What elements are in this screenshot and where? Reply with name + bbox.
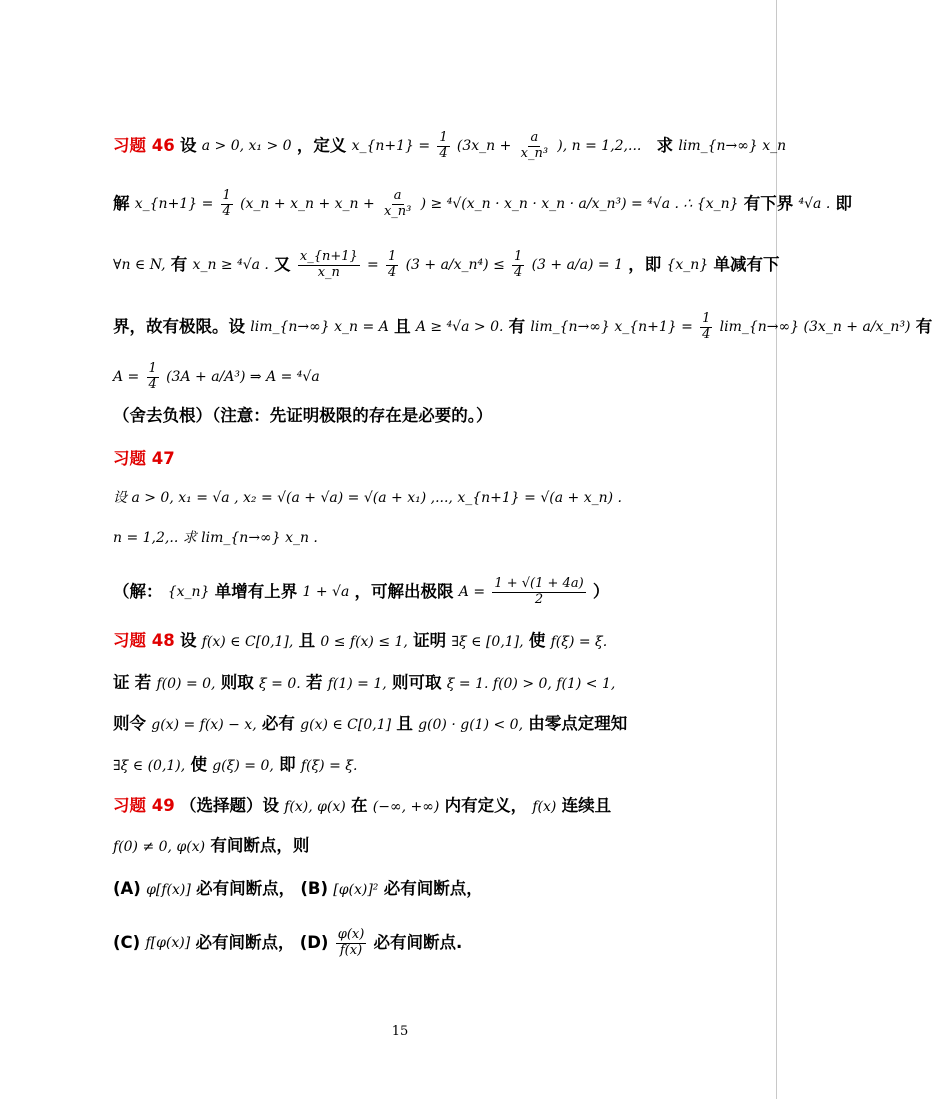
problem-47-sol-lhs: A =: [458, 584, 486, 601]
solution-46-l4-expr2: (3A + a/A³) ⇒ A = ⁴√a: [166, 369, 320, 386]
problem-49-m2: (−∞, +∞): [372, 798, 440, 815]
solution-46-l2-fraction-quarter: $\frac{1}{4}$: [388, 249, 397, 280]
solution-46-l2-seq: {x_n}: [666, 257, 709, 274]
solution-46-l3-t4: 有: [915, 316, 932, 336]
problem-49-options-ab: [113, 881, 780, 898]
solution-46-l3-expr1: lim_{n→∞} x_{n+1} =: [530, 319, 693, 336]
problem-47-sol-open: （解：: [113, 581, 163, 601]
problem-49-t2: 在: [351, 796, 368, 815]
problem-48-l2-t3: 若: [305, 673, 323, 692]
option-a-text: 必有间断点，: [196, 879, 296, 898]
problem-46-expr-close: ), n = 1,2,...: [557, 138, 642, 155]
problem-48-proof-line-3: [113, 757, 780, 774]
problem-47-sol-t1: 单增有上界: [214, 581, 298, 601]
problem-48-m3: ∃ξ ∈ [0,1],: [451, 633, 524, 650]
problem-47-sol-fraction: $\frac{1 + √(1 + 4a)}{2}$: [494, 576, 584, 607]
solution-46-l4-expr: A =: [113, 369, 140, 386]
page-number: 15: [391, 1024, 409, 1039]
problem-48-l2-t4: 则可取: [391, 673, 442, 692]
solution-46-l3-t3: 有: [508, 316, 526, 336]
problem-47-label-line: [113, 451, 780, 468]
problem-48-t3: 使: [528, 631, 546, 650]
problem-47-solution: [113, 577, 780, 608]
problem-49-line-2: [113, 838, 780, 855]
problem-47-sol-seq: {x_n}: [167, 584, 210, 601]
problem-49-t4: 连续且: [561, 796, 612, 815]
problem-47-statement-2: n = 1,2,.. 求 lim_{n→∞} x_n .: [113, 529, 318, 546]
problem-48-l3-t4: 由零点定理知: [528, 714, 628, 733]
solution-46-l1-fraction-quarter: $\frac{1}{4}$: [222, 188, 231, 219]
solution-46-note: [113, 408, 780, 425]
problem-48-l3-m3: g(0) · g(1) < 0,: [418, 716, 524, 733]
problem-49-options-cd: [113, 928, 780, 959]
problem-48-l3-t2: 必有: [261, 714, 295, 733]
option-d-text: 必有间断点.: [373, 932, 463, 952]
solution-46-line-3: [113, 311, 932, 343]
option-c-math: f[φ(x)]: [145, 935, 191, 952]
problem-46-statement: [113, 130, 787, 162]
problem-46-set: 设: [179, 135, 197, 155]
problem-48-l2-t1: 若: [134, 673, 152, 692]
problem-47-label: 习题 47: [113, 449, 175, 468]
problem-49-t3: 内有定义，: [444, 796, 528, 815]
solution-46-l2-t2: 又: [274, 254, 291, 274]
solution-46-l3-expr2: lim_{n→∞} (3x_n + a/x_n³): [719, 319, 911, 336]
solution-46-l3-t2: 且: [394, 316, 411, 336]
solution-46-l2-mid2: (3 + a/x_n⁴) ≤: [405, 257, 505, 274]
problem-48-l3-m1: g(x) = f(x) − x,: [151, 716, 257, 733]
problem-47-sol-bound: 1 + √a: [302, 584, 350, 601]
problem-48-l2-m1: f(0) = 0,: [156, 675, 216, 692]
problem-48-l2-t2: 则取: [220, 673, 254, 692]
solution-46-label: 解: [113, 193, 130, 213]
solution-46-l3-t1: 界，故有极限。设: [113, 316, 245, 336]
problem-48-l4-m1: ∃ξ ∈ (0,1),: [113, 757, 186, 774]
problem-46-ask: 求: [656, 135, 674, 155]
solution-46-l4-fraction-quarter: $\frac{1}{4}$: [148, 361, 157, 392]
problem-48-l4-t1: 使: [190, 755, 207, 774]
solution-46-l1-ineq: ) ≥ ⁴√(x_n · x_n · x_n · a/x_n³) = ⁴√a . ∴ {x_n}: [420, 196, 739, 213]
problem-49-label: 习题 49: [113, 796, 175, 815]
solution-46-l2-pre: ∀n ∈ N,: [113, 257, 166, 274]
option-c-label: (C): [113, 932, 141, 952]
problem-48-l2-m2: ξ = 0.: [259, 675, 301, 692]
solution-46-l2-fraction-quarter-2: $\frac{1}{4}$: [514, 249, 523, 280]
problem-48-m1: f(x) ∈ C[0,1],: [201, 633, 294, 650]
solution-46-l2-mid3: (3 + a/a) = 1: [531, 257, 623, 274]
problem-48-l3-t1: 则令: [113, 714, 146, 733]
option-a-label: (A): [113, 879, 141, 898]
problem-47-statement-1: 设 a > 0, x₁ = √a , x₂ = √(a + √a) = √(a + x₁) ,..., x_{n+1} = √(a + x_n) .: [113, 489, 622, 506]
problem-46-fraction-quarter: $\frac{1}{4}$: [439, 130, 448, 161]
solution-46-line-2: [113, 250, 780, 281]
problem-48-proof-label: 证: [113, 673, 130, 692]
problem-49-l2-m1: f(0) ≠ 0, φ(x): [113, 838, 206, 855]
problem-46-label: 习题 46: [113, 135, 175, 155]
option-a-math: φ[f(x)]: [146, 881, 191, 898]
option-d-label: (D): [299, 932, 329, 952]
solution-46-l2-t3: ，即: [628, 254, 662, 274]
problem-48-l4-t2: 即: [279, 755, 296, 774]
problem-48-l3-t3: 且: [396, 714, 413, 733]
problem-47-sol-close: ）: [592, 581, 610, 601]
solution-46-l1-expr: (x_n + x_n + x_n +: [240, 196, 375, 213]
option-b-text: 必有间断点，: [383, 879, 483, 898]
problem-48-t2: 证明: [413, 631, 447, 650]
problem-46-expr-open: (3x_n +: [456, 138, 512, 155]
problem-48-l2-m3: f(1) = 1,: [327, 675, 387, 692]
problem-48-label: 习题 48: [113, 631, 175, 650]
problem-46-define: ，定义: [296, 135, 347, 155]
solution-46-l1-fraction-a: $\frac{a}{\text{x\_n³}}$: [383, 188, 412, 219]
problem-48-proof-line-2: [113, 716, 780, 733]
problem-48-statement: [113, 633, 780, 650]
problem-46-condition: a > 0, x₁ > 0: [201, 138, 292, 155]
solution-46-l3-ineq: A ≥ ⁴√a > 0.: [415, 319, 504, 336]
problem-48-l4-m3: f(ξ) = ξ.: [300, 757, 358, 774]
problem-49-t1: （选择题）设: [179, 796, 279, 815]
problem-48-t1: 且: [298, 631, 316, 650]
solution-46-l3-fraction-quarter: $\frac{1}{4}$: [702, 311, 711, 342]
option-b-math: [φ(x)]²: [333, 881, 379, 898]
problem-46-lhs: x_{n+1} =: [351, 138, 431, 155]
solution-46-l1-tail: ⁴√a .: [798, 196, 831, 213]
option-b-label: (B): [300, 879, 329, 898]
solution-46-note-text: （舍去负根）（注意：先证明极限的存在是必要的。）: [113, 406, 493, 425]
problem-46-limit: lim_{n→∞} x_n: [678, 138, 787, 155]
problem-47-sol-t2: ，可解出极限: [354, 581, 454, 601]
problem-48-m2: 0 ≤ f(x) ≤ 1,: [320, 633, 408, 650]
solution-46-l2-t4: 单减有下: [713, 254, 780, 274]
solution-46-l2-ratio: $\frac{x\_\{n+1\}}{x\_n}$: [299, 249, 358, 280]
solution-46-l1-text: 有下界: [743, 193, 794, 213]
solution-46-l2-t1: 有: [170, 254, 188, 274]
solution-46-l1-lhs: x_{n+1} =: [134, 196, 214, 213]
solution-46-l2-ineq: x_n ≥ ⁴√a .: [192, 257, 269, 274]
problem-49-m3: f(x): [532, 798, 557, 815]
problem-48-proof-line-1: [113, 675, 780, 692]
problem-46-fraction-a: $\frac{a}{\text{x\_n³}}$: [520, 130, 549, 161]
option-c-text: 必有间断点，: [195, 932, 295, 952]
option-d-fraction: $\frac{\varphi(x)}{f(x)}$: [337, 927, 365, 958]
problem-48-l3-m2: g(x) ∈ C[0,1]: [300, 716, 392, 733]
solution-46-line-1: [113, 188, 853, 220]
solution-46-l3-lim: lim_{n→∞} x_n = A: [250, 319, 389, 336]
problem-48-m4: f(ξ) = ξ.: [550, 633, 608, 650]
problem-47-line-2: [113, 529, 780, 546]
problem-48-l4-m2: g(ξ) = 0,: [212, 757, 274, 774]
solution-46-line-4: [113, 362, 780, 393]
problem-49-statement: [113, 798, 780, 815]
problem-48-set: 设: [179, 631, 197, 650]
solution-46-l2-mid1: =: [367, 257, 379, 274]
problem-49-m1: f(x), φ(x): [284, 798, 346, 815]
solution-46-l1-text2: 即: [835, 193, 853, 213]
problem-48-l2-m4: ξ = 1. f(0) > 0, f(1) < 1,: [446, 675, 616, 692]
problem-47-line-1: [113, 489, 780, 506]
problem-49-l2-t1: 有间断点，则: [210, 836, 310, 855]
